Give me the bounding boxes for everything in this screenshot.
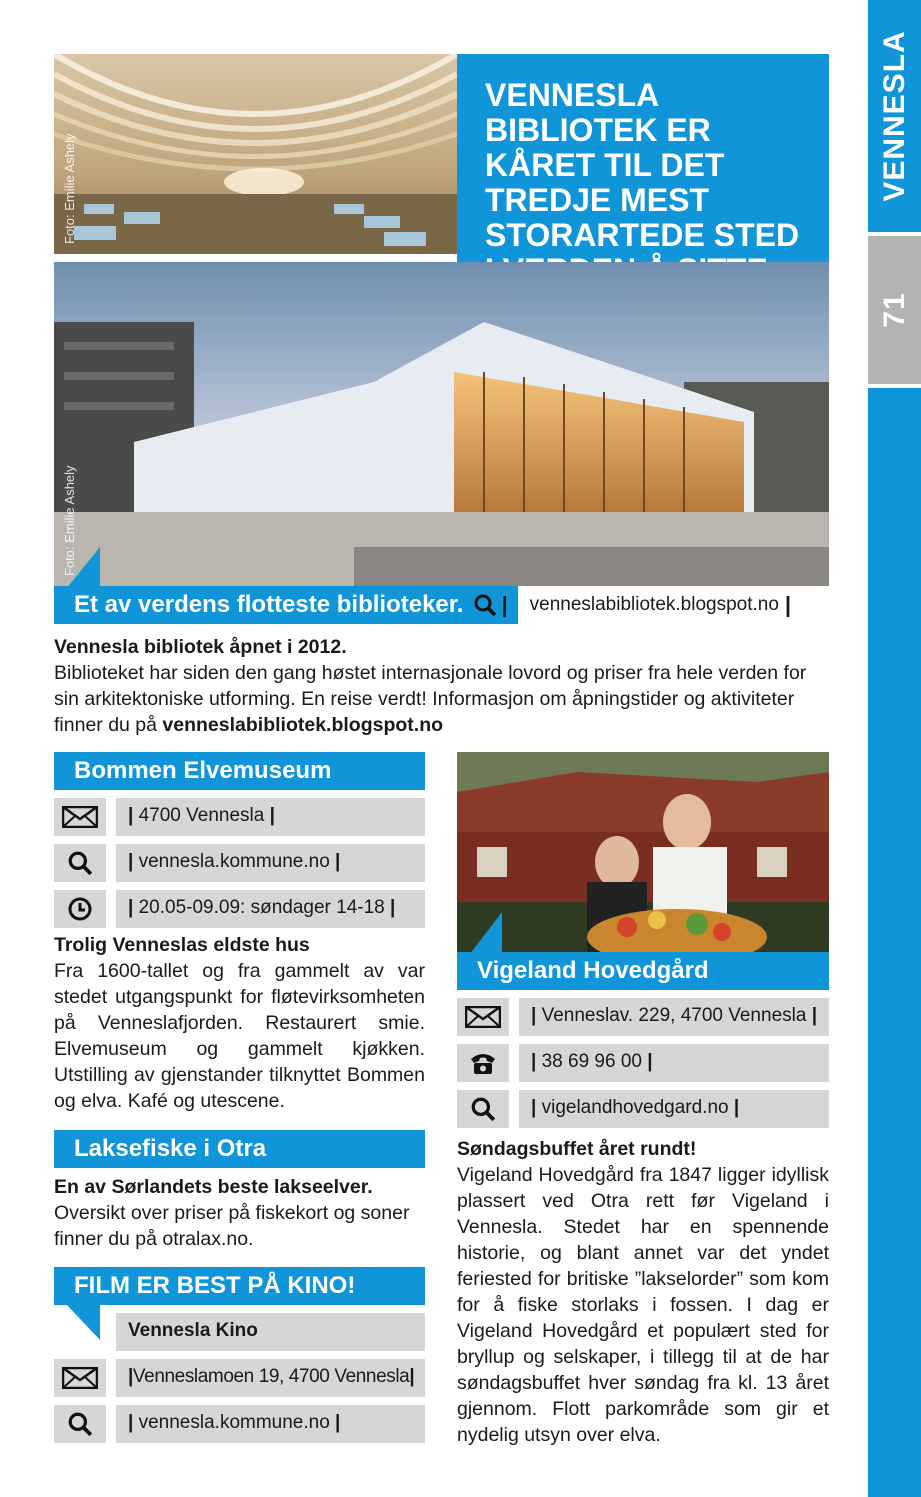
- bommen-address: 4700 Vennesla: [138, 805, 265, 826]
- clock-icon: [67, 896, 93, 922]
- vigeland-web-icon-box: [457, 1090, 509, 1128]
- search-icon: [67, 1411, 93, 1437]
- bommen-text: Fra 1600-tallet og fra gammelt av var stedet utgangspunkt for fløtevirksomheten på Venneslafjorden. Restaurert smie. Elvemuseum og gammelt kjøkken. Utstilling av gjenstander tilknyttet Bommen og elva. Kafé og utescene.: [54, 960, 425, 1112]
- separator: |: [329, 1412, 341, 1433]
- library-interior-photo: [54, 54, 457, 254]
- search-icon: [470, 1096, 496, 1122]
- bommen-title-bar: Bommen Elvemuseum: [54, 752, 425, 790]
- side-stripe: [868, 388, 921, 1497]
- separator: |: [128, 1366, 133, 1387]
- photo-credit-top: Foto: Emilie Ashely: [62, 133, 77, 244]
- vigeland-subtitle: Søndagsbuffet året rundt!: [457, 1138, 697, 1160]
- separator: |: [728, 1097, 740, 1118]
- vigeland-text-block: [457, 1136, 829, 1448]
- kino-address-box: [116, 1359, 425, 1397]
- kino-web-box[interactable]: [116, 1405, 425, 1443]
- bommen-address-icon-box: [54, 798, 106, 836]
- region-tab-label: VENNESLA: [877, 30, 911, 202]
- separator: |: [641, 1051, 653, 1072]
- vigeland-address-box: [519, 998, 829, 1036]
- kino-name-box: [116, 1313, 425, 1351]
- bommen-web-box[interactable]: [116, 844, 425, 882]
- vigeland-photo: [457, 752, 829, 952]
- separator: |: [384, 897, 396, 918]
- laksefiske-text-block: [54, 1174, 425, 1252]
- vigeland-title-bar: Vigeland Hovedgård: [457, 952, 829, 990]
- kino-website[interactable]: vennesla.kommune.no: [138, 1412, 330, 1433]
- bommen-address-box: [116, 798, 425, 836]
- vigeland-phone-box[interactable]: [519, 1044, 829, 1082]
- kino-title-bar: FILM ER BEST PÅ KINO!: [54, 1267, 425, 1305]
- kino-address: Venneslamoen 19, 4700 Vennesla: [132, 1366, 410, 1387]
- bommen-hours-icon-box: [54, 890, 106, 928]
- kino-address-icon-box: [54, 1359, 106, 1397]
- envelope-icon: [62, 806, 98, 828]
- page-number-tab: [868, 236, 921, 384]
- bommen-website[interactable]: vennesla.kommune.no: [138, 851, 330, 872]
- separator: |: [531, 1097, 542, 1118]
- laksefiske-subtitle: En av Sørlandets beste lakseelver.: [54, 1176, 373, 1198]
- library-exterior-photo: [54, 262, 829, 586]
- vigeland-text: Vigeland Hovedgård fra 1847 ligger idyllisk plassert ved Otra rett før Vigeland i Vennesla. Stedet har en spennende historie, og blant annet var det yndet feriested for britiske ”lakselorder” som kom for å fiske storlaks i fossen. I dag er Vigeland Hovedgård et populært sted for bryllup og selskaper, i tillegg til at de har søndagsbuffet hver søndag fra kl. 13 året gjennom. Flott parkområde som gir et nydelig utsyn over elva.: [457, 1164, 829, 1446]
- separator: |: [784, 592, 792, 617]
- library-text: [54, 634, 829, 738]
- envelope-icon: [465, 1006, 501, 1028]
- region-tab: [868, 0, 921, 232]
- separator: |: [128, 851, 139, 872]
- kino-web-icon-box: [54, 1405, 106, 1443]
- bommen-text-block: [54, 932, 425, 1114]
- separator: |: [264, 805, 275, 826]
- library-exterior-illustration: [54, 262, 829, 586]
- bommen-hours-box: [116, 890, 425, 928]
- envelope-icon: [62, 1367, 98, 1389]
- separator: |: [806, 1005, 818, 1026]
- separator: |: [128, 805, 139, 826]
- library-headline: VENNESLA BIBLIOTEK ER KÅRET TIL DET TREDJE MEST STORARTEDE STED: [485, 77, 800, 253]
- phone-icon: [468, 1050, 498, 1076]
- separator: |: [409, 1366, 415, 1387]
- bommen-subtitle: Trolig Venneslas eldste hus: [54, 934, 310, 956]
- vigeland-address: Venneslav. 229, 4700 Vennesla: [541, 1005, 807, 1026]
- vigeland-phone[interactable]: 38 69 96 00: [541, 1051, 642, 1072]
- library-description-link[interactable]: venneslabibliotek.blogspot.no: [162, 714, 444, 736]
- vigeland-address-icon-box: [457, 998, 509, 1036]
- laksefiske-text: Oversikt over priser på fiskekort og soner finner du på otralax.no.: [54, 1202, 410, 1250]
- library-description: Biblioteket har siden den gang høstet internasjonale lovord og priser fra hele verden for sin arkitektoniske utforming. En reise verdt! Informasjon om åpningstider og aktiviteter finner du på: [54, 662, 807, 736]
- vigeland-illustration: [457, 752, 829, 952]
- photo-credit-bottom: Foto: Emilie Ashely: [62, 465, 77, 576]
- library-website-box[interactable]: [518, 586, 829, 624]
- separator: |: [531, 1005, 542, 1026]
- tagline-tail: [66, 547, 100, 589]
- kino-name: Vennesla Kino: [128, 1320, 258, 1341]
- separator: |: [531, 1051, 542, 1072]
- search-icon: [473, 593, 497, 617]
- bommen-web-icon-box: [54, 844, 106, 882]
- vigeland-website[interactable]: vigelandhovedgard.no: [541, 1097, 729, 1118]
- library-website[interactable]: venneslabibliotek.blogspot.no: [529, 594, 779, 615]
- bommen-hours: 20.05-09.09: søndager 14-18: [138, 897, 385, 918]
- search-icon: [67, 850, 93, 876]
- library-tagline-bar: [54, 586, 829, 624]
- library-description-block: [54, 660, 829, 738]
- separator: |: [329, 851, 341, 872]
- library-opened: Vennesla bibliotek åpnet i 2012.: [54, 636, 347, 658]
- separator: |: [128, 1412, 139, 1433]
- vigeland-tail: [470, 912, 502, 954]
- separator: |: [501, 592, 508, 617]
- library-tagline: Et av verdens flotteste biblioteker.: [74, 591, 464, 618]
- separator: |: [128, 897, 139, 918]
- laksefiske-title-bar: Laksefiske i Otra: [54, 1130, 425, 1168]
- kino-tail: [66, 1304, 100, 1340]
- library-interior-illustration: [54, 54, 457, 254]
- vigeland-phone-icon-box: [457, 1044, 509, 1082]
- vigeland-web-box[interactable]: [519, 1090, 829, 1128]
- page-number: 71: [877, 292, 911, 328]
